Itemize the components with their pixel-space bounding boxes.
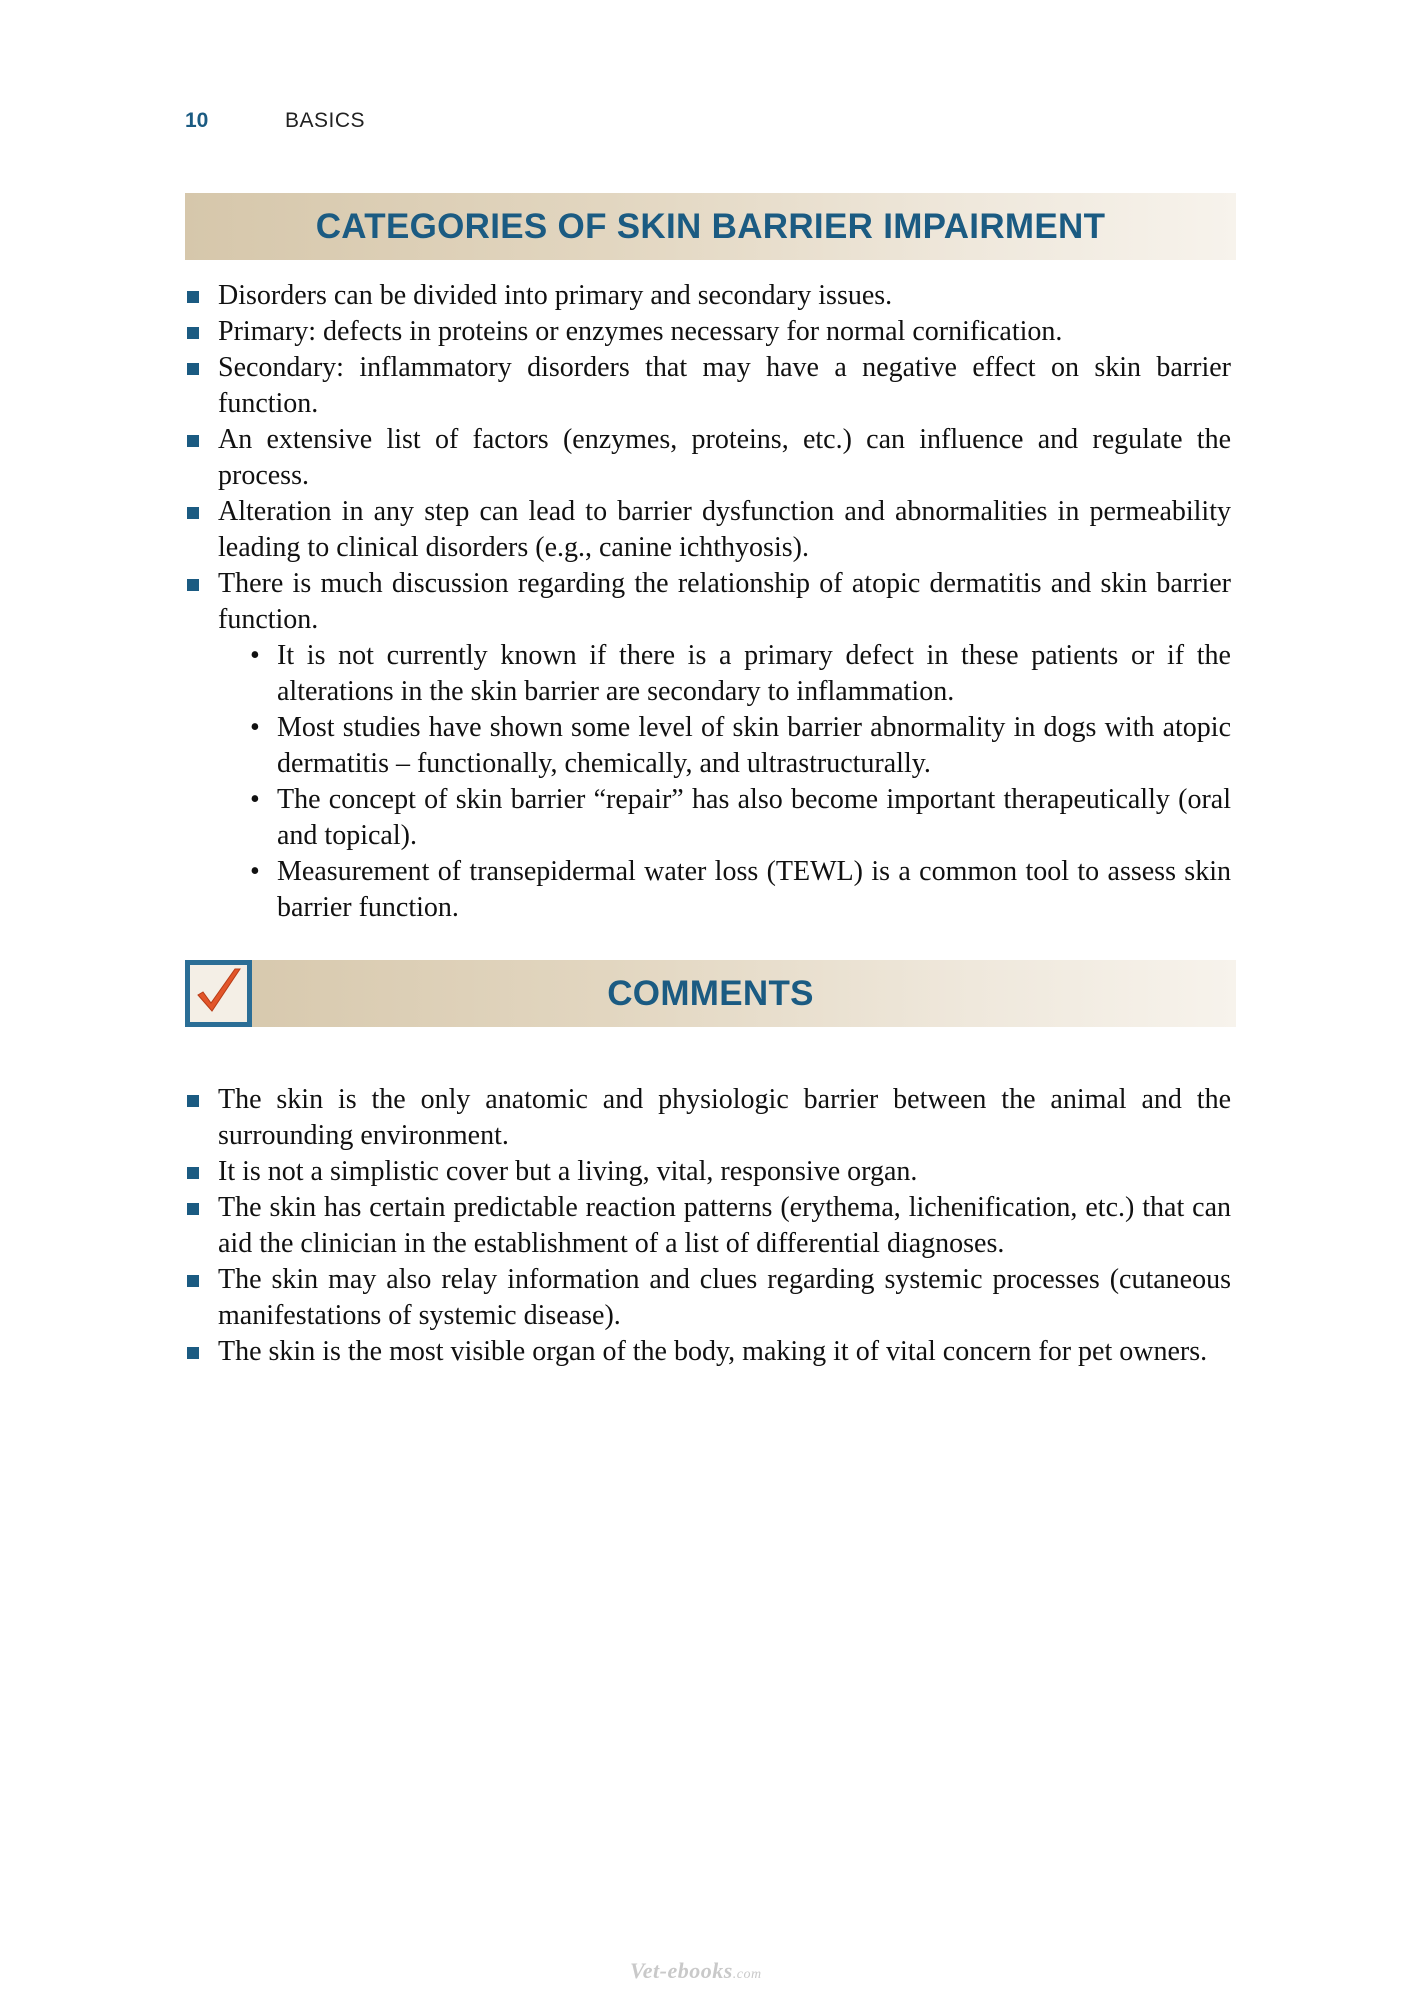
- list-item: [185, 566, 1231, 926]
- running-section-title: BASICS: [285, 109, 366, 132]
- round-bullet-icon: •: [250, 712, 260, 743]
- square-bullet-icon: [187, 1203, 199, 1215]
- list-item-text: Disorders can be divided into primary and secondary issues.: [218, 280, 893, 311]
- sub-list-item-text: Most studies have shown some level of skin barrier abnormality in dogs with atopic dermatitis – functionally, chemically, and ultrastructurally.: [277, 712, 1231, 779]
- list-item: [185, 1190, 1231, 1262]
- list-item-text: It is not a simplistic cover but a living, vital, responsive organ.: [218, 1156, 918, 1187]
- list-item: [185, 422, 1231, 494]
- square-bullet-icon: [187, 507, 199, 519]
- square-bullet-icon: [187, 291, 199, 303]
- list-item: [185, 278, 1231, 314]
- watermark-main: Vet-ebooks: [630, 1958, 733, 1983]
- list-item: [185, 1154, 1231, 1190]
- list-item: [185, 350, 1231, 422]
- list-item-text: Primary: defects in proteins or enzymes necessary for normal cornification.: [218, 316, 1063, 347]
- round-bullet-icon: •: [250, 784, 260, 815]
- sub-list-item-text: Measurement of transepidermal water loss (TEWL) is a common tool to assess skin barrier function.: [277, 856, 1231, 923]
- square-bullet-icon: [187, 327, 199, 339]
- sub-list-item: [218, 710, 1231, 782]
- list-item-text: There is much discussion regarding the relationship of atopic dermatitis and skin barrier function.: [218, 568, 1231, 635]
- sub-list-item: [218, 854, 1231, 926]
- list-item-text: The skin is the most visible organ of the body, making it of vital concern for pet owners.: [218, 1336, 1208, 1367]
- checkmark-icon: [185, 960, 252, 1027]
- sub-bullet-list: [218, 638, 1231, 926]
- list-item-text: The skin may also relay information and clues regarding systemic processes (cutaneous manifestations of systemic disease).: [218, 1264, 1231, 1331]
- square-bullet-icon: [187, 1275, 199, 1287]
- watermark-suffix: .com: [732, 1967, 762, 1982]
- running-head: [185, 106, 365, 136]
- comments-heading-band: [185, 960, 1236, 1027]
- list-item-text: An extensive list of factors (enzymes, proteins, etc.) can influence and regulate the process.: [218, 424, 1231, 491]
- round-bullet-icon: •: [250, 856, 260, 887]
- categories-bullet-list: [185, 278, 1231, 926]
- list-item-text: Alteration in any step can lead to barrier dysfunction and abnormalities in permeability leading to clinical disorders (e.g., canine ichthyosis).: [218, 496, 1231, 563]
- comments-bullet-list: [185, 1082, 1231, 1370]
- list-item-text: The skin is the only anatomic and physiologic barrier between the animal and the surrounding environment.: [218, 1084, 1231, 1151]
- section-heading-comments: COMMENTS: [607, 973, 814, 1013]
- round-bullet-icon: •: [250, 640, 260, 671]
- list-item: [185, 1082, 1231, 1154]
- square-bullet-icon: [187, 579, 199, 591]
- list-item: [185, 1262, 1231, 1334]
- list-item: [185, 1334, 1231, 1370]
- sub-list-item-text: The concept of skin barrier “repair” has also become important therapeutically (oral and topical).: [277, 784, 1231, 851]
- list-item: [185, 314, 1231, 350]
- square-bullet-icon: [187, 435, 199, 447]
- square-bullet-icon: [187, 1167, 199, 1179]
- watermark: [630, 1958, 762, 1984]
- list-item-text: The skin has certain predictable reaction patterns (erythema, lichenification, etc.) that can aid the clinician in the establishment of a list of differential diagnoses.: [218, 1192, 1231, 1259]
- section-heading-band: [185, 193, 1236, 260]
- list-item-text: Secondary: inflammatory disorders that may have a negative effect on skin barrier function.: [218, 352, 1231, 419]
- list-item: [185, 494, 1231, 566]
- square-bullet-icon: [187, 1347, 199, 1359]
- sub-list-item: [218, 638, 1231, 710]
- section-heading-categories: CATEGORIES OF SKIN BARRIER IMPAIRMENT: [315, 206, 1106, 246]
- sub-list-item-text: It is not currently known if there is a primary defect in these patients or if the alterations in the skin barrier are secondary to inflammation.: [277, 640, 1231, 707]
- square-bullet-icon: [187, 363, 199, 375]
- square-bullet-icon: [187, 1095, 199, 1107]
- sub-list-item: [218, 782, 1231, 854]
- page-number: 10: [185, 109, 209, 132]
